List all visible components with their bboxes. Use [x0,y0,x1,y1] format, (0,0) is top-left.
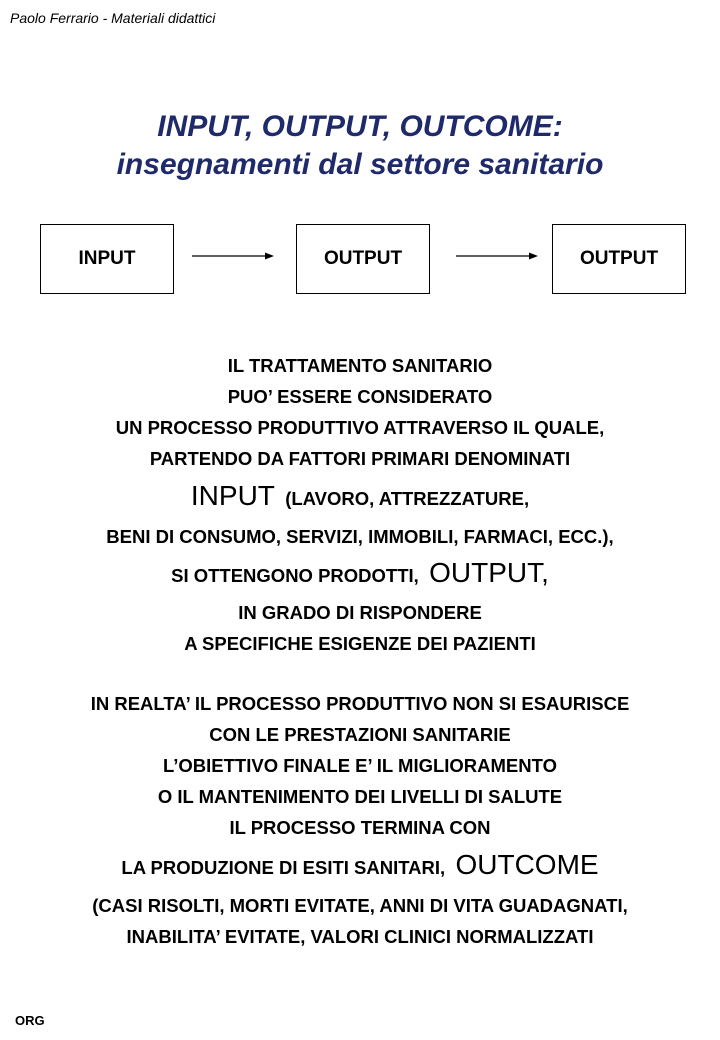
outcome-prefix: LA PRODUZIONE DI ESITI SANITARI, [121,857,446,878]
p1-line-6: BENI DI CONSUMO, SERVIZI, IMMOBILI, FARMACI, ECC.), [106,526,614,547]
paragraph-1 [0,350,720,659]
input-detail: (LAVORO, ATTREZZATURE, [285,488,530,509]
p2-line-3: L’OBIETTIVO FINALE E’ IL MIGLIORAMENTO [162,755,557,776]
output-highlight: OUTPUT, [429,557,549,588]
header-text: Paolo Ferrario - Materiali didattici [10,10,216,26]
flow-arrow-2 [454,248,540,264]
input-highlight: INPUT [190,480,275,511]
p1-line-8: IN GRADO DI RISPONDERE [238,602,482,623]
p1-line-input [0,474,720,521]
p2-line-8: INABILITA’ EVITATE, VALORI CLINICI NORMALIZZATI [126,926,594,947]
p2-line-2: CON LE PRESTAZIONI SANITARIE [209,724,511,745]
p2-line-outcome [0,843,720,890]
p1-line-output [0,552,720,597]
p2-line-4: O IL MANTENIMENTO DEI LIVELLI DI SALUTE [157,786,563,807]
footer-text: ORG [15,1013,45,1028]
flow-arrow-1 [190,248,276,264]
title-line-2: insegnamenti dal settore sanitario [116,148,604,181]
p1-line-9: A SPECIFICHE ESIGENZE DEI PAZIENTI [184,633,536,654]
p1-line-4: PARTENDO DA FATTORI PRIMARI DENOMINATI [149,448,571,469]
title-line-1: INPUT, OUTPUT, OUTCOME: [157,110,563,143]
flow-box-output-2: OUTPUT [552,224,686,294]
paragraph-2 [0,688,720,952]
p1-line-2: PUO’ ESSERE CONSIDERATO [227,386,493,407]
p2-line-5: IL PROCESSO TERMINA CON [229,817,491,838]
p1-line-3: UN PROCESSO PRODUTTIVO ATTRAVERSO IL QUALE, [115,417,605,438]
flow-box-output-1: OUTPUT [296,224,430,294]
p2-line-7: (CASI RISOLTI, MORTI EVITATE, ANNI DI VITA GUADAGNATI, [92,895,628,916]
flow-box-input: INPUT [40,224,174,294]
p1-line-1: IL TRATTAMENTO SANITARIO [227,355,493,376]
page-title [0,108,720,184]
outcome-highlight: OUTCOME [455,849,599,880]
output-prefix: SI OTTENGONO PRODOTTI, [171,565,419,586]
p2-line-1: IN REALTA’ IL PROCESSO PRODUTTIVO NON SI ESAURISCE [90,693,630,714]
